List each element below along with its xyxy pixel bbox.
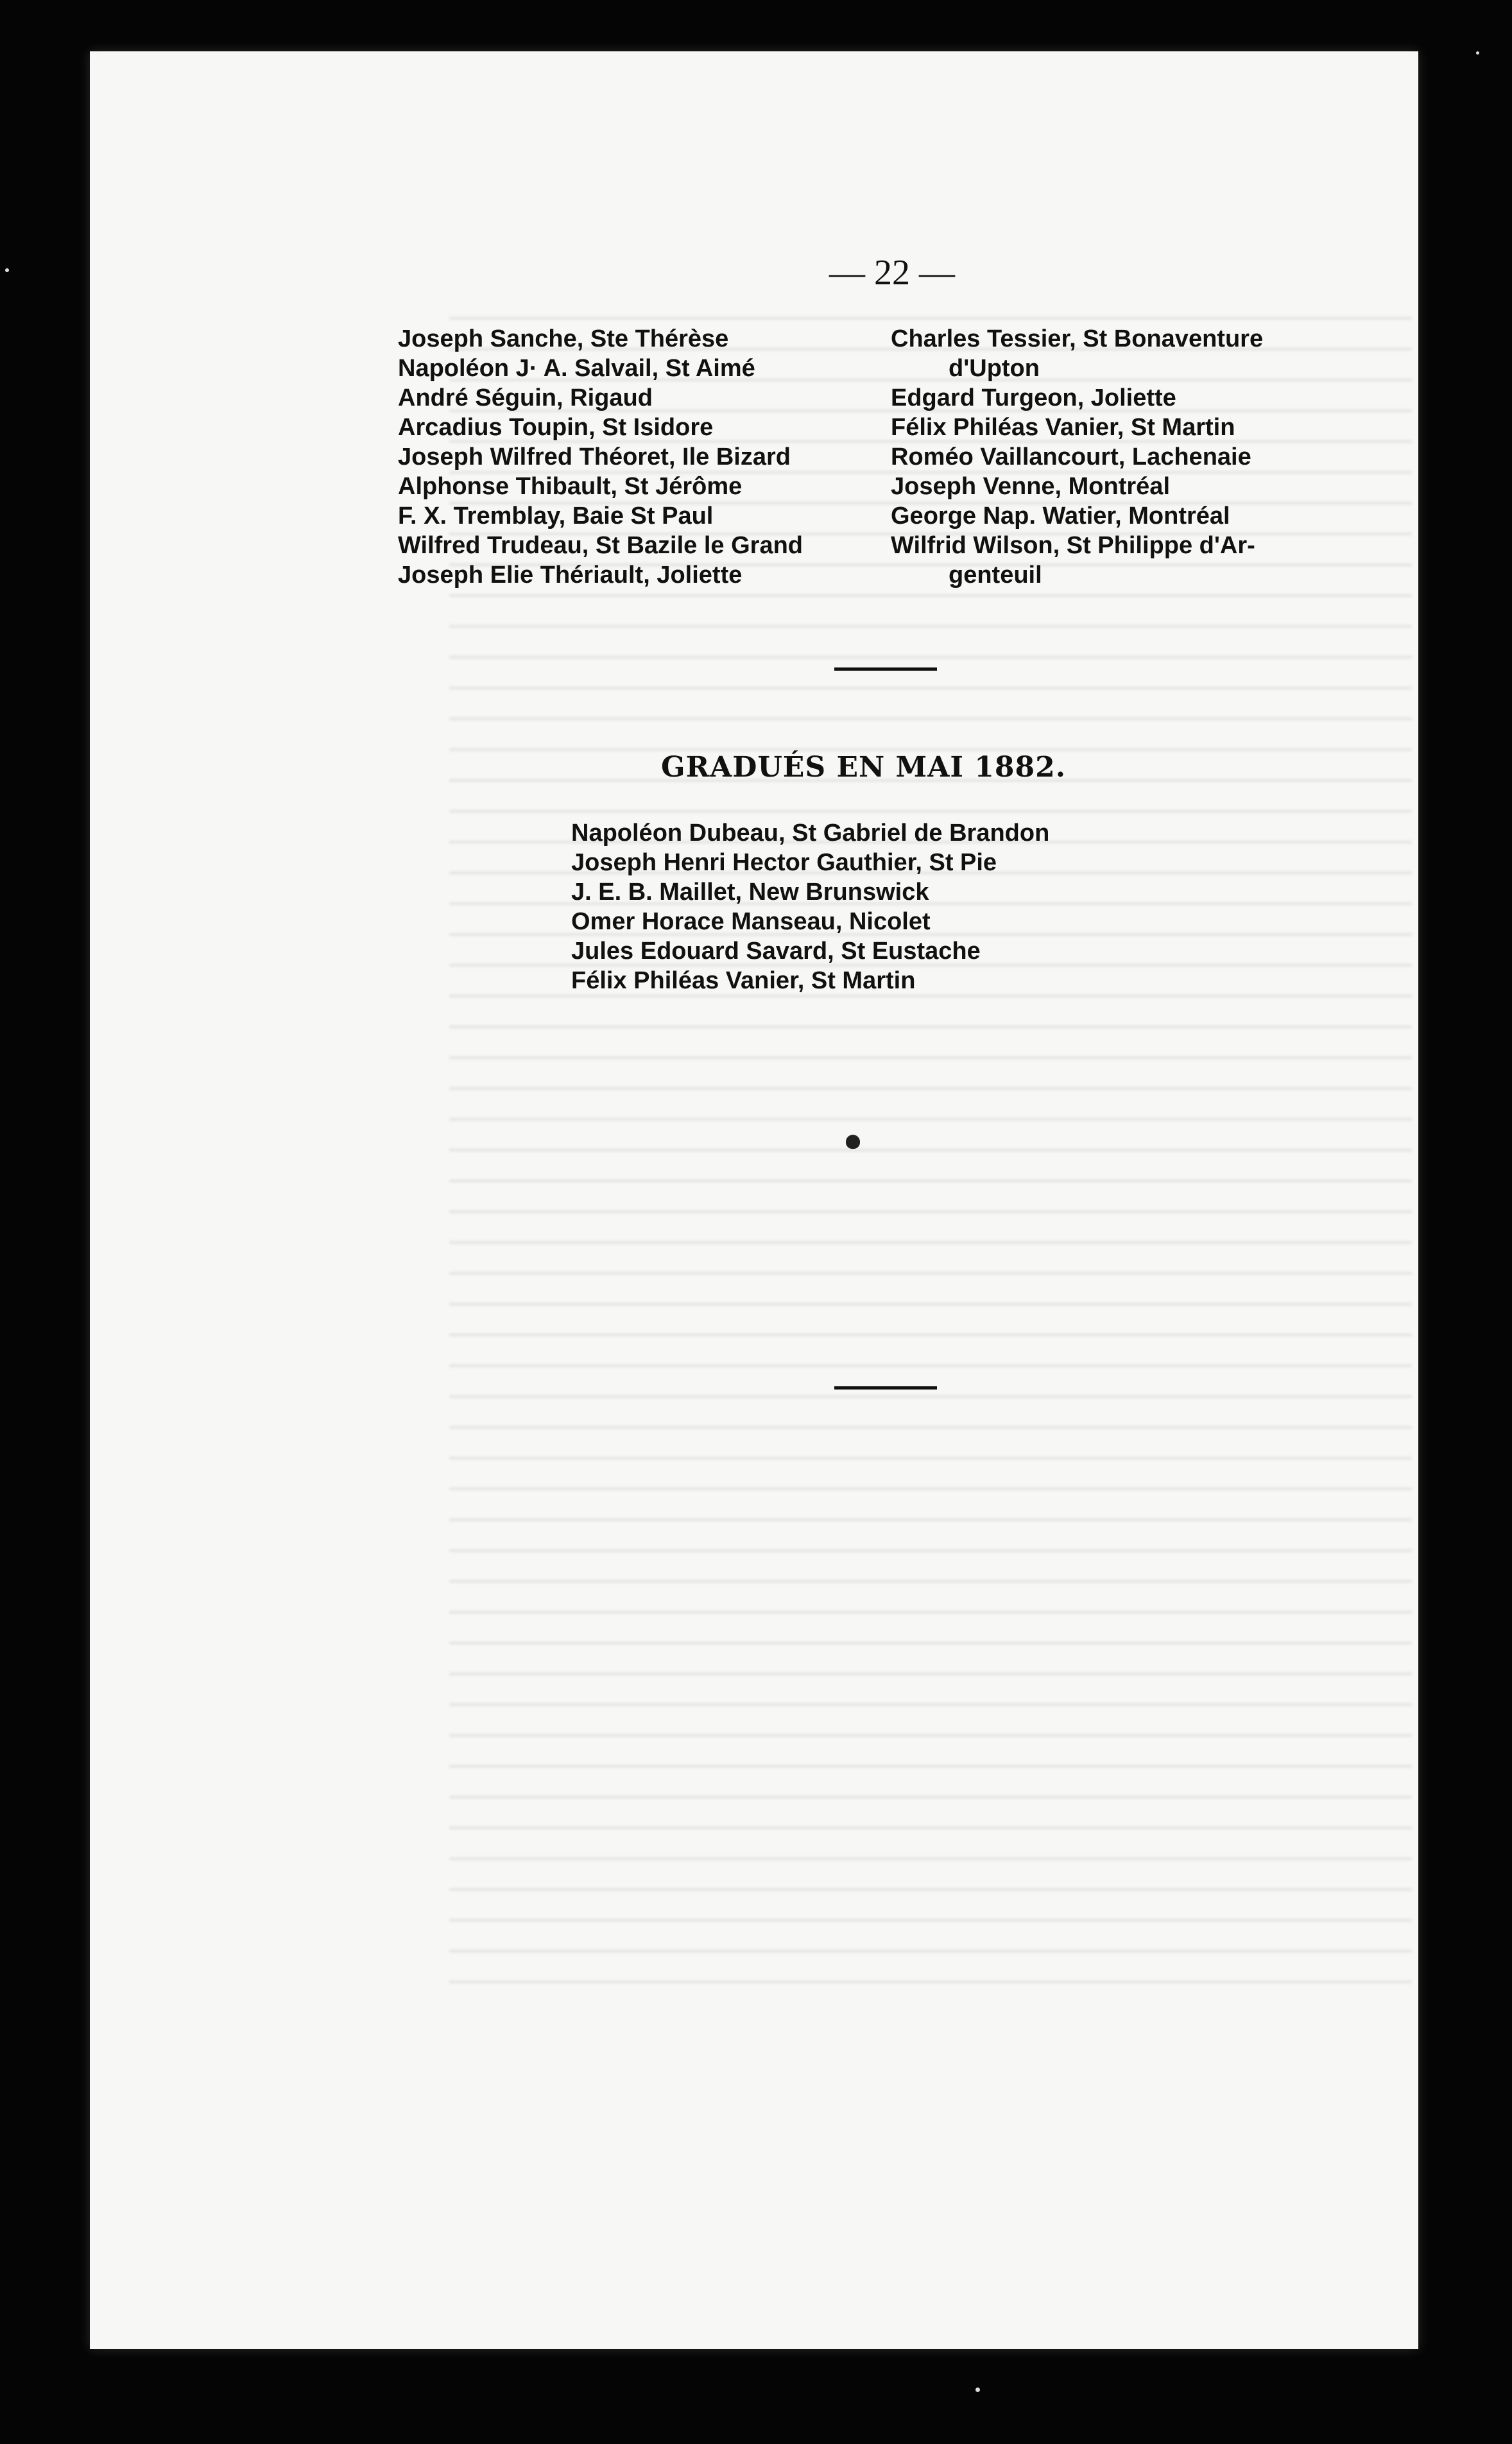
- list-item: Alphonse Thibault, St Jérôme: [398, 473, 743, 500]
- list-item: Joseph Wilfred Théoret, Ile Bizard: [398, 443, 791, 470]
- list-item: Charles Tessier, St Bonaventure: [891, 325, 1264, 352]
- list-item: George Nap. Watier, Montréal: [891, 503, 1230, 529]
- graduates-list: [571, 818, 1149, 995]
- list-item: Joseph Henri Hector Gauthier, St Pie: [571, 849, 997, 876]
- list-item: Edgard Turgeon, Joliette: [891, 384, 1176, 411]
- list-item: Napoléon J· A. Salvail, St Aimé: [398, 355, 755, 382]
- list-item: Wilfred Trudeau, St Bazile le Grand: [398, 532, 803, 559]
- list-item: Jules Edouard Savard, St Eustache: [571, 938, 981, 965]
- dust-speck: [975, 2388, 980, 2392]
- right-name-column: [891, 324, 1391, 590]
- list-item: Wilfrid Wilson, St Philippe d'Ar-: [891, 532, 1255, 559]
- list-item: Omer Horace Manseau, Nicolet: [571, 908, 931, 935]
- dust-speck: [1476, 51, 1479, 55]
- list-item: Arcadius Toupin, St Isidore: [398, 414, 714, 441]
- list-item-continuation: d'Upton: [949, 355, 1040, 382]
- page-number: — 22 —: [829, 253, 955, 293]
- dust-speck: [5, 268, 9, 272]
- list-item: F. X. Tremblay, Baie St Paul: [398, 503, 714, 529]
- list-item: André Séguin, Rigaud: [398, 384, 653, 411]
- section-title: GRADUÉS EN MAI 1882.: [661, 751, 1067, 784]
- ink-mark: [846, 1135, 860, 1149]
- list-item: Joseph Elie Thériault, Joliette: [398, 562, 743, 589]
- list-item: Joseph Venne, Montréal: [891, 473, 1170, 500]
- list-item: J. E. B. Maillet, New Brunswick: [571, 879, 929, 906]
- list-item: Félix Philéas Vanier, St Martin: [571, 967, 916, 994]
- list-item-continuation: genteuil: [949, 562, 1042, 589]
- left-name-column: [398, 324, 886, 590]
- list-item: Joseph Sanche, Ste Thérèse: [398, 325, 729, 352]
- end-divider: [834, 1386, 937, 1390]
- section-divider: [834, 667, 937, 671]
- list-item: Roméo Vaillancourt, Lachenaie: [891, 443, 1251, 470]
- list-item: Napoléon Dubeau, St Gabriel de Brandon: [571, 820, 1050, 847]
- list-item: Félix Philéas Vanier, St Martin: [891, 414, 1235, 441]
